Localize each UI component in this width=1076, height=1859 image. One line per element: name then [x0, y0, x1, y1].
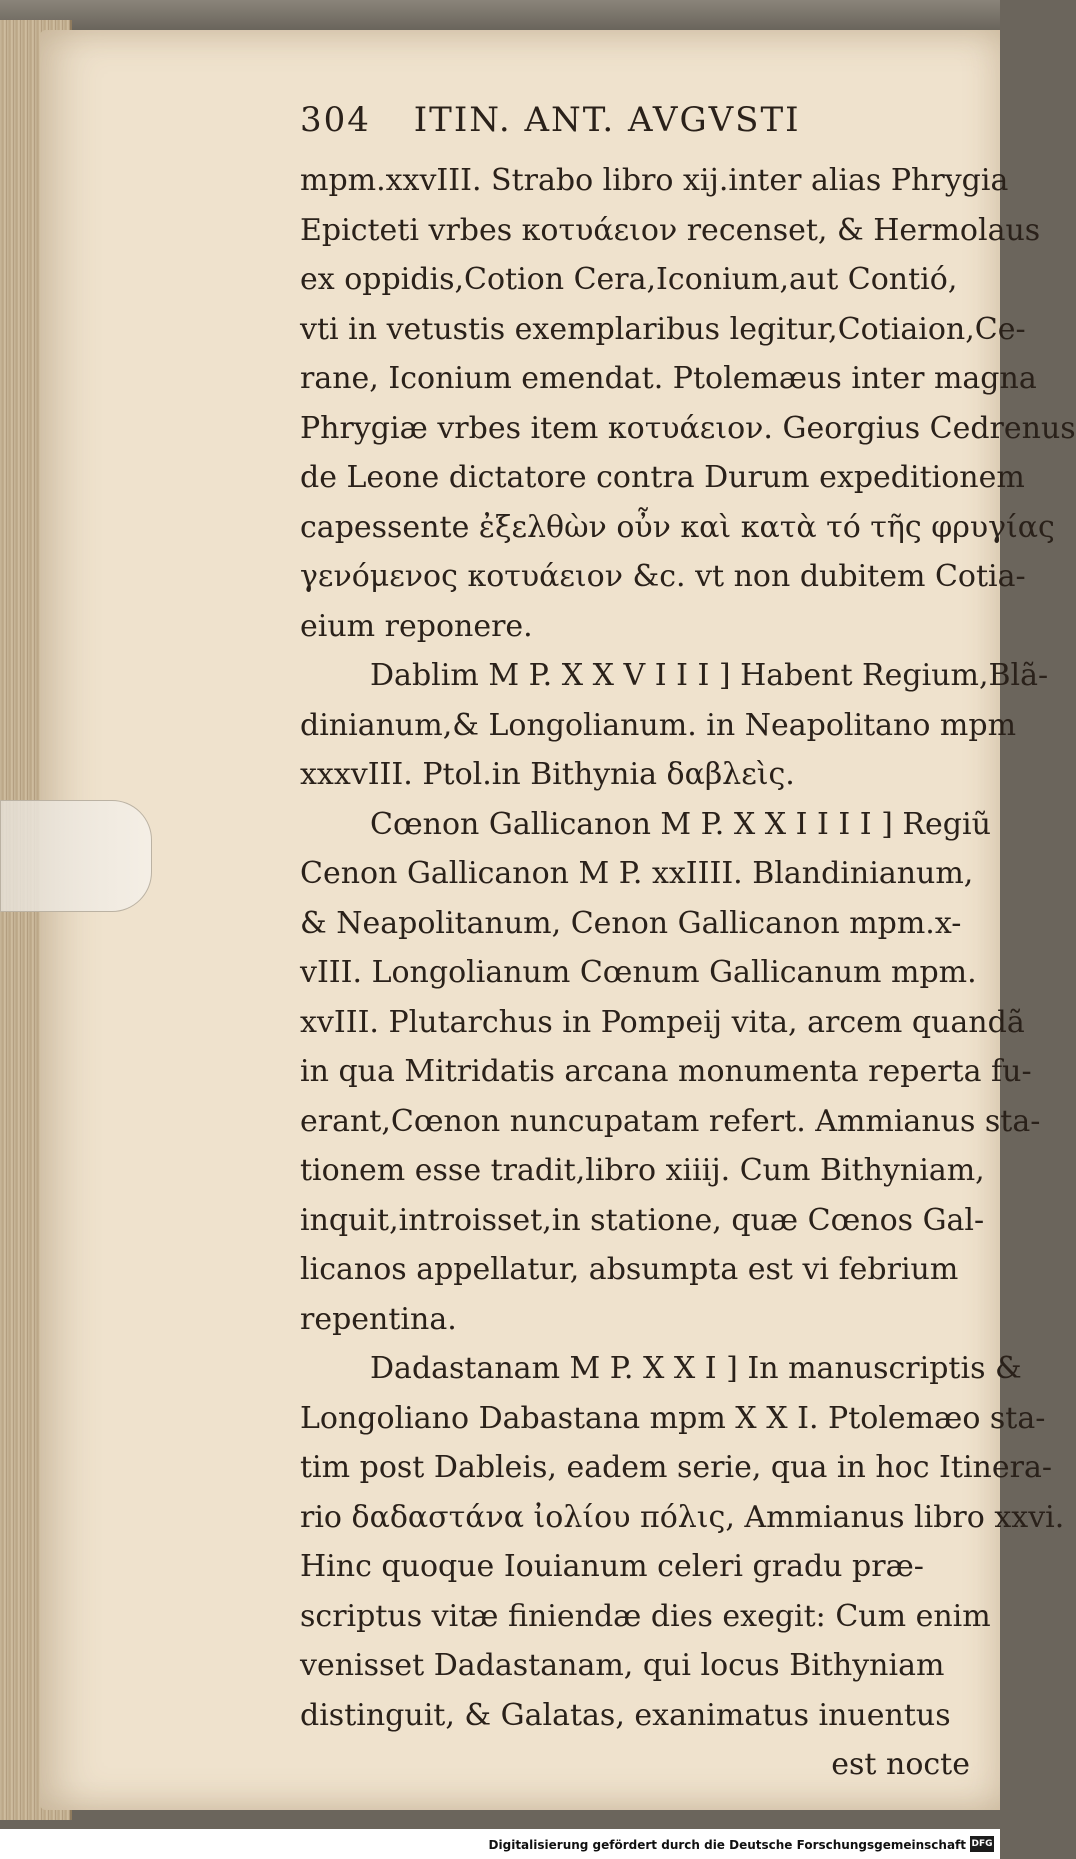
text-line: eium reponere.	[300, 608, 533, 644]
text-line: tionem esse tradit,libro xiiij. Cum Bithyniam,	[300, 1153, 985, 1188]
text-line: ex oppidis,Cotion Cera,Iconium,aut Contió,	[300, 262, 958, 297]
text-line: licanos appellatur, absumpta est vi febrium	[300, 1252, 959, 1287]
text-line: dinianum,& Longolianum. in Neapolitano mpm	[300, 707, 1017, 743]
text-line: distinguit, & Galatas, exanimatus inuentus	[300, 1697, 951, 1733]
text-line: Cœnon Gallicanon M P. X X I I I I ] Regiũ	[370, 806, 991, 842]
text-line: Epicteti vrbes κοτυάειον recenset, & Hermolaus	[300, 212, 1041, 248]
page-number: 304	[300, 100, 371, 140]
text-line: xvIII. Plutarchus in Pompeij vita, arcem quandã	[300, 1004, 1025, 1040]
funding-credit: Digitalisierung gefördert durch die Deutsche Forschungsgemeinschaft	[488, 1838, 966, 1852]
dfg-logo-icon: DFG	[970, 1836, 994, 1852]
text-line: rio δαδαστάνα ἰολίου πόλις, Ammianus libro xxvi.	[300, 1499, 1065, 1535]
text-line: Hinc quoque Iouianum celeri gradu præ-	[300, 1549, 924, 1584]
text-line: Dablim M P. X X V I I I ] Habent Regium,Blã-	[370, 658, 1049, 693]
page-clip-holder	[0, 800, 152, 912]
text-line: Cenon Gallicanon M P. xxIIII. Blandinianum,	[300, 856, 974, 891]
text-line: capessente ἐξελθὼν οὖν καὶ κατὰ τό τῆς φρυγίας	[300, 509, 1055, 545]
text-line: vIII. Longolianum Cœnum Gallicanum mpm.	[300, 955, 977, 990]
text-line: γενόμενος κοτυάειον &c. vt non dubitem Cotia-	[300, 559, 1026, 594]
text-line: rane, Iconium emendat. Ptolemæus inter magna	[300, 361, 1037, 396]
catchword-line: est nocte	[831, 1747, 970, 1782]
text-line: venisset Dadastanam, qui locus Bithyniam	[300, 1648, 945, 1683]
text-line: xxxvIII. Ptol.in Bithynia δαβλεὶς.	[300, 757, 795, 792]
text-line: de Leone dictatore contra Durum expeditionem	[300, 460, 1025, 495]
text-line: erant,Cœnon nuncupatam refert. Ammianus sta-	[300, 1103, 1041, 1139]
text-line: mpm.xxvIII. Strabo libro xij.inter alias Phrygia	[300, 163, 1009, 198]
running-header	[300, 100, 980, 156]
running-title: ITIN. ANT. AVGVSTI	[413, 100, 801, 140]
text-line: & Neapolitanum, Cenon Gallicanon mpm.x-	[300, 905, 962, 941]
text-line: Phrygiæ vrbes item κοτυάειον. Georgius Cedrenus	[300, 410, 1076, 446]
text-line: in qua Mitridatis arcana monumenta reperta fu-	[300, 1054, 1032, 1089]
text-line: vti in vetustis exemplaribus legitur,Cotiaion,Ce-	[300, 311, 1026, 347]
text-line: inquit,introisset,in statione, quæ Cœnos Gal-	[300, 1202, 985, 1238]
text-line: scriptus vitæ finiendæ dies exegit: Cum enim	[300, 1598, 991, 1634]
text-line: repentina.	[300, 1301, 457, 1337]
page-text	[300, 100, 1076, 1790]
text-line: tim post Dableis, eadem serie, qua in hoc Itinera-	[300, 1450, 1052, 1485]
digitization-footer	[0, 1829, 1000, 1859]
text-line: Dadastanam M P. X X I ] In manuscriptis &	[370, 1351, 1022, 1386]
text-line: Longoliano Dabastana mpm X X I. Ptolemæo sta-	[300, 1400, 1046, 1436]
